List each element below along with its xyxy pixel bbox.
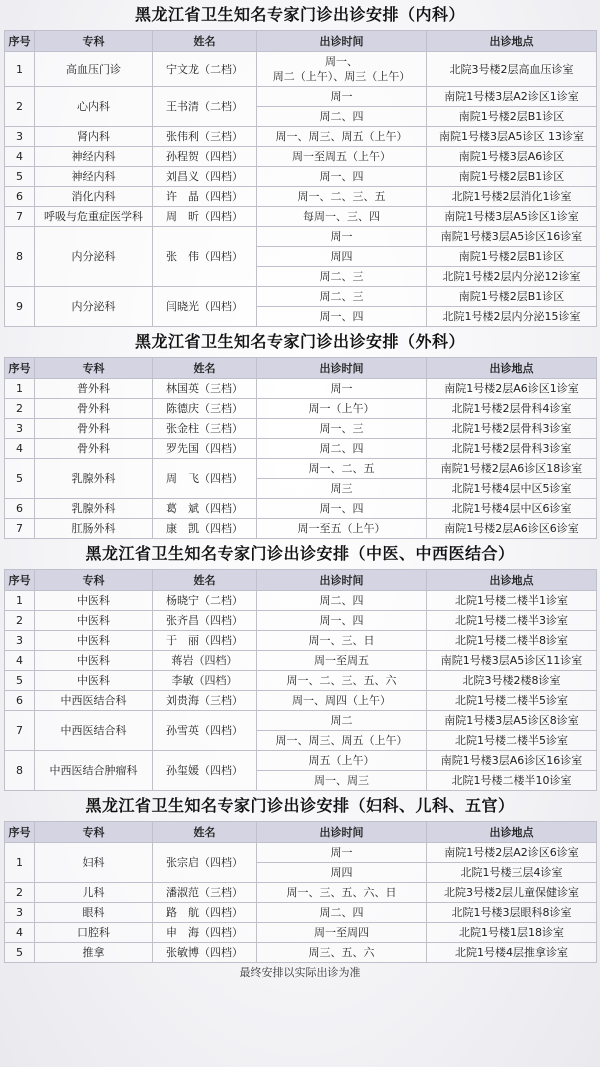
clinic-location-cell: 北院1号楼3层眼科8诊室 [427, 903, 597, 923]
column-header-name: 姓名 [153, 822, 257, 843]
table-row [5, 711, 597, 731]
department-cell: 口腔科 [35, 923, 153, 943]
table-row [5, 943, 597, 963]
clinic-time-cell: 周一、周三、周五（上午） [257, 731, 427, 751]
clinic-location-cell: 北院3号楼2层高血压诊室 [427, 52, 597, 87]
doctor-name-cell: 蒋岩（四档） [153, 651, 257, 671]
clinic-location-cell: 北院1号楼三层4诊室 [427, 863, 597, 883]
clinic-location-cell: 北院1号楼2层消化1诊室 [427, 187, 597, 207]
clinic-location-cell: 北院1号楼4层推拿诊室 [427, 943, 597, 963]
row-number: 2 [5, 399, 35, 419]
clinic-location-cell: 北院1号楼二楼半8诊室 [427, 631, 597, 651]
clinic-location-cell: 南院1号楼3层A5诊区 13诊室 [427, 127, 597, 147]
header-row [5, 358, 597, 379]
doctor-name-cell: 张伟利（三档） [153, 127, 257, 147]
column-header-place: 出诊地点 [427, 358, 597, 379]
table-row [5, 923, 597, 943]
doctor-name-cell: 康 凯（四档） [153, 519, 257, 539]
row-number: 5 [5, 167, 35, 187]
clinic-location-cell: 北院3号楼2楼8诊室 [427, 671, 597, 691]
row-number: 5 [5, 943, 35, 963]
department-cell: 中西医结合科 [35, 691, 153, 711]
row-number: 6 [5, 187, 35, 207]
table-row [5, 843, 597, 863]
row-number: 8 [5, 227, 35, 287]
department-cell: 推拿 [35, 943, 153, 963]
schedule-table [4, 821, 597, 963]
clinic-location-cell: 南院1号楼3层A6诊区 [427, 147, 597, 167]
row-number: 3 [5, 903, 35, 923]
row-number: 6 [5, 691, 35, 711]
table-row [5, 439, 597, 459]
table-row [5, 287, 597, 307]
column-header-dept: 专科 [35, 570, 153, 591]
row-number: 5 [5, 459, 35, 499]
clinic-time-cell: 周二、三 [257, 287, 427, 307]
row-number: 3 [5, 631, 35, 651]
section-title: 黑龙江省卫生知名专家门诊出诊安排（内科） [134, 5, 465, 24]
table-row [5, 379, 597, 399]
clinic-location-cell: 北院1号楼二楼半5诊室 [427, 731, 597, 751]
table-row [5, 52, 597, 87]
doctor-name-cell: 于 丽（四档） [153, 631, 257, 651]
clinic-time-cell: 周四 [257, 863, 427, 883]
column-header-time: 出诊时间 [257, 31, 427, 52]
department-cell: 肾内科 [35, 127, 153, 147]
table-row [5, 459, 597, 479]
row-number: 1 [5, 379, 35, 399]
clinic-location-cell: 南院1号楼2层B1诊区 [427, 287, 597, 307]
clinic-time-cell: 每周一、三、四 [257, 207, 427, 227]
clinic-location-cell: 南院1号楼2层A6诊区6诊室 [427, 519, 597, 539]
clinic-location-cell: 南院1号楼2层B1诊区 [427, 167, 597, 187]
doctor-name-cell: 申 海（四档） [153, 923, 257, 943]
clinic-time-cell: 周四 [257, 247, 427, 267]
clinic-time-cell: 周一、四 [257, 499, 427, 519]
header-row [5, 570, 597, 591]
table-row [5, 611, 597, 631]
table-row [5, 751, 597, 771]
column-header-place: 出诊地点 [427, 822, 597, 843]
table-row [5, 227, 597, 247]
doctor-name-cell: 张宗启（四档） [153, 843, 257, 883]
clinic-location-cell: 南院1号楼2层A6诊区1诊室 [427, 379, 597, 399]
table-row [5, 419, 597, 439]
row-number: 4 [5, 651, 35, 671]
row-number: 9 [5, 287, 35, 327]
row-number: 7 [5, 207, 35, 227]
doctor-name-cell: 葛 斌（四档） [153, 499, 257, 519]
column-header-dept: 专科 [35, 358, 153, 379]
table-row [5, 167, 597, 187]
clinic-time-cell: 周三、五、六 [257, 943, 427, 963]
doctor-name-cell: 闫晓光（四档） [153, 287, 257, 327]
row-number: 5 [5, 671, 35, 691]
clinic-time-cell: 周一 [257, 379, 427, 399]
schedule-table [4, 569, 597, 791]
column-header-name: 姓名 [153, 31, 257, 52]
clinic-location-cell: 南院1号楼3层A2诊区1诊室 [427, 87, 597, 107]
clinic-time-cell: 周一至周五 [257, 651, 427, 671]
department-cell: 肛肠外科 [35, 519, 153, 539]
clinic-time-cell: 周一、二、三、五、六 [257, 671, 427, 691]
department-cell: 神经内科 [35, 167, 153, 187]
table-row [5, 903, 597, 923]
doctor-name-cell: 张敏博（四档） [153, 943, 257, 963]
clinic-time-cell: 周一至五（上午） [257, 519, 427, 539]
column-header-no: 序号 [5, 31, 35, 52]
clinic-location-cell: 北院3号楼2层儿童保健诊室 [427, 883, 597, 903]
row-number: 8 [5, 751, 35, 791]
doctor-name-cell: 孙程贺（四档） [153, 147, 257, 167]
clinic-location-cell: 北院1号楼2层骨科3诊室 [427, 439, 597, 459]
section-title: 黑龙江省卫生知名专家门诊出诊安排（外科） [134, 332, 465, 351]
clinic-time-cell: 周二、四 [257, 903, 427, 923]
department-cell: 中医科 [35, 671, 153, 691]
clinic-time-cell: 周一、二、五 [257, 459, 427, 479]
doctor-name-cell: 孙玺媛（四档） [153, 751, 257, 791]
row-number: 3 [5, 419, 35, 439]
clinic-location-cell: 北院1号楼二楼半5诊室 [427, 691, 597, 711]
clinic-location-cell: 北院1号楼二楼半1诊室 [427, 591, 597, 611]
department-cell: 普外科 [35, 379, 153, 399]
table-row [5, 147, 597, 167]
header-row [5, 822, 597, 843]
row-number: 2 [5, 883, 35, 903]
table-row [5, 207, 597, 227]
clinic-location-cell: 南院1号楼2层B1诊区 [427, 107, 597, 127]
table-row [5, 691, 597, 711]
clinic-time-cell: 周一、四 [257, 167, 427, 187]
column-header-place: 出诊地点 [427, 31, 597, 52]
clinic-time-cell: 周一、周三 [257, 771, 427, 791]
section-title: 黑龙江省卫生知名专家门诊出诊安排（中医、中西医结合） [85, 544, 515, 563]
schedule-table [4, 357, 597, 539]
clinic-location-cell: 北院1号楼二楼半3诊室 [427, 611, 597, 631]
table-row [5, 87, 597, 107]
department-cell: 骨外科 [35, 419, 153, 439]
clinic-time-cell: 周三 [257, 479, 427, 499]
section-title: 黑龙江省卫生知名专家门诊出诊安排（妇科、儿科、五官） [85, 796, 515, 815]
row-number: 2 [5, 87, 35, 127]
clinic-location-cell: 南院1号楼2层A6诊区18诊室 [427, 459, 597, 479]
column-header-no: 序号 [5, 570, 35, 591]
doctor-name-cell: 张 伟（四档） [153, 227, 257, 287]
clinic-time-cell: 周二、四 [257, 107, 427, 127]
clinic-time-cell: 周二、三 [257, 267, 427, 287]
department-cell: 乳腺外科 [35, 499, 153, 519]
clinic-time-cell: 周二、四 [257, 591, 427, 611]
clinic-location-cell: 北院1号楼1层18诊室 [427, 923, 597, 943]
doctor-name-cell: 孙雪英（四档） [153, 711, 257, 751]
clinic-location-cell: 南院1号楼3层A5诊区11诊室 [427, 651, 597, 671]
row-number: 4 [5, 147, 35, 167]
column-header-no: 序号 [5, 358, 35, 379]
department-cell: 神经内科 [35, 147, 153, 167]
clinic-location-cell: 南院1号楼3层A5诊区16诊室 [427, 227, 597, 247]
doctor-name-cell: 杨晓宁（二档） [153, 591, 257, 611]
department-cell: 中西医结合科 [35, 711, 153, 751]
clinic-time-cell: 周一至周五（上午） [257, 147, 427, 167]
department-cell: 高血压门诊 [35, 52, 153, 87]
department-cell: 乳腺外科 [35, 459, 153, 499]
row-number: 3 [5, 127, 35, 147]
doctor-name-cell: 路 航（四档） [153, 903, 257, 923]
header-row [5, 31, 597, 52]
column-header-place: 出诊地点 [427, 570, 597, 591]
clinic-time-cell: 周一 [257, 227, 427, 247]
clinic-location-cell: 北院1号楼二楼半10诊室 [427, 771, 597, 791]
doctor-name-cell: 刘昌义（四档） [153, 167, 257, 187]
clinic-time-cell: 周一、四 [257, 611, 427, 631]
table-row [5, 671, 597, 691]
department-cell: 儿科 [35, 883, 153, 903]
row-number: 7 [5, 711, 35, 751]
table-row [5, 127, 597, 147]
table-row [5, 187, 597, 207]
doctor-name-cell: 陈德庆（三档） [153, 399, 257, 419]
table-row [5, 591, 597, 611]
department-cell: 心内科 [35, 87, 153, 127]
department-cell: 内分泌科 [35, 227, 153, 287]
clinic-time-cell: 周一、周四（上午） [257, 691, 427, 711]
clinic-location-cell: 北院1号楼2层内分泌15诊室 [427, 307, 597, 327]
clinic-location-cell: 南院1号楼3层A6诊区16诊室 [427, 751, 597, 771]
department-cell: 骨外科 [35, 399, 153, 419]
clinic-time-cell: 周一（上午） [257, 399, 427, 419]
doctor-name-cell: 周 飞（四档） [153, 459, 257, 499]
table-row [5, 631, 597, 651]
schedule-table [4, 30, 597, 327]
table-row [5, 883, 597, 903]
department-cell: 内分泌科 [35, 287, 153, 327]
clinic-time-cell: 周二 [257, 711, 427, 731]
clinic-time-cell: 周一 [257, 87, 427, 107]
doctor-name-cell: 张金柱（三档） [153, 419, 257, 439]
row-number: 1 [5, 52, 35, 87]
clinic-location-cell: 南院1号楼2层B1诊区 [427, 247, 597, 267]
column-header-dept: 专科 [35, 822, 153, 843]
clinic-time-cell: 周二、四 [257, 439, 427, 459]
doctor-name-cell: 李敏（四档） [153, 671, 257, 691]
clinic-location-cell: 北院1号楼4层中区5诊室 [427, 479, 597, 499]
doctor-name-cell: 许 晶（四档） [153, 187, 257, 207]
doctor-name-cell: 周 昕（四档） [153, 207, 257, 227]
table-row [5, 519, 597, 539]
doctor-name-cell: 王书清（二档） [153, 87, 257, 127]
clinic-location-cell: 北院1号楼2层骨科3诊室 [427, 419, 597, 439]
doctor-name-cell: 潘淑范（三档） [153, 883, 257, 903]
column-header-name: 姓名 [153, 570, 257, 591]
clinic-location-cell: 南院1号楼3层A5诊区1诊室 [427, 207, 597, 227]
table-row [5, 651, 597, 671]
department-cell: 眼科 [35, 903, 153, 923]
clinic-time-cell: 周一、二、三、五 [257, 187, 427, 207]
column-header-time: 出诊时间 [257, 822, 427, 843]
column-header-dept: 专科 [35, 31, 153, 52]
row-number: 4 [5, 923, 35, 943]
clinic-location-cell: 南院1号楼2层A2诊区6诊室 [427, 843, 597, 863]
department-cell: 呼吸与危重症医学科 [35, 207, 153, 227]
clinic-time-cell: 周一、三 [257, 419, 427, 439]
doctor-name-cell: 林国英（三档） [153, 379, 257, 399]
doctor-name-cell: 张齐昌（四档） [153, 611, 257, 631]
column-header-time: 出诊时间 [257, 358, 427, 379]
clinic-location-cell: 北院1号楼4层中区6诊室 [427, 499, 597, 519]
row-number: 2 [5, 611, 35, 631]
clinic-time-cell: 周一、周三、周五（上午） [257, 127, 427, 147]
department-cell: 妇科 [35, 843, 153, 883]
doctor-name-cell: 罗先国（四档） [153, 439, 257, 459]
column-header-time: 出诊时间 [257, 570, 427, 591]
row-number: 1 [5, 843, 35, 883]
clinic-time-cell: 周一、三、日 [257, 631, 427, 651]
department-cell: 中医科 [35, 611, 153, 631]
doctor-name-cell: 刘贵海（三档） [153, 691, 257, 711]
clinic-location-cell: 南院1号楼3层A5诊区8诊室 [427, 711, 597, 731]
doctor-name-cell: 宁文龙（二档） [153, 52, 257, 87]
department-cell: 骨外科 [35, 439, 153, 459]
row-number: 1 [5, 591, 35, 611]
row-number: 6 [5, 499, 35, 519]
clinic-time-cell: 周五（上午） [257, 751, 427, 771]
table-row [5, 499, 597, 519]
clinic-time-cell: 周一 [257, 843, 427, 863]
department-cell: 中医科 [35, 631, 153, 651]
department-cell: 中西医结合肿瘤科 [35, 751, 153, 791]
row-number: 7 [5, 519, 35, 539]
department-cell: 中医科 [35, 591, 153, 611]
department-cell: 消化内科 [35, 187, 153, 207]
clinic-time-cell: 周一、四 [257, 307, 427, 327]
column-header-no: 序号 [5, 822, 35, 843]
row-number: 4 [5, 439, 35, 459]
column-header-name: 姓名 [153, 358, 257, 379]
clinic-time-cell: 周一至周四 [257, 923, 427, 943]
clinic-location-cell: 北院1号楼2层内分泌12诊室 [427, 267, 597, 287]
department-cell: 中医科 [35, 651, 153, 671]
clinic-location-cell: 北院1号楼2层骨科4诊室 [427, 399, 597, 419]
clinic-time-cell: 周一、 周二（上午）、周三（上午） [257, 52, 427, 87]
clinic-time-cell: 周一、三、五、六、日 [257, 883, 427, 903]
table-row [5, 399, 597, 419]
footer-note: 最终安排以实际出诊为准 [239, 966, 361, 979]
